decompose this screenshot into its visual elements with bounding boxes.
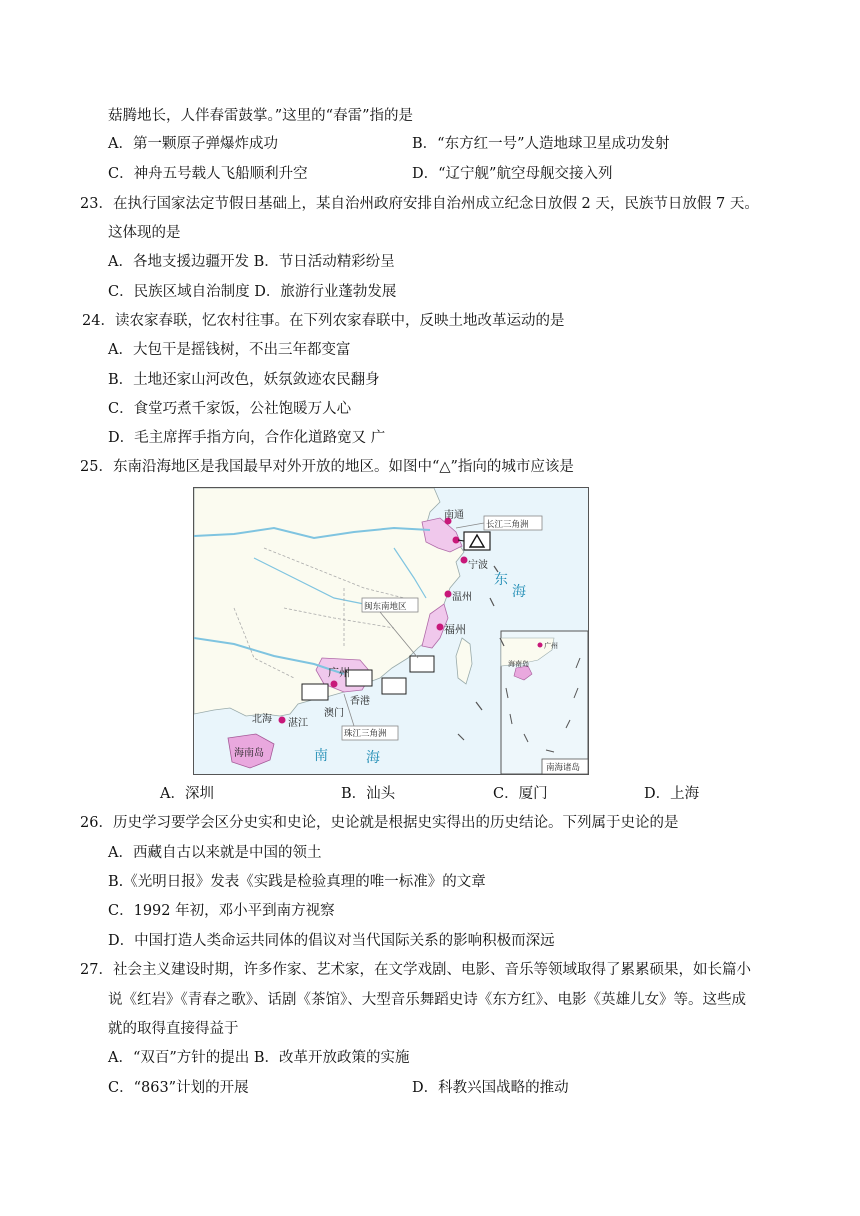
q22-option-d: D．“辽宁舰”航空母舰交接入列 (412, 166, 613, 182)
q24-option-c: C．食堂巧煮千家饭，公社饱暖万人心 (108, 401, 352, 417)
blank-box-2 (382, 678, 406, 694)
q22-option-c: C．神舟五号载人飞船顺利升空 (108, 166, 308, 182)
label-hai-south: 海 (366, 750, 380, 766)
q27-option-c: C．“863”计划的开展 (108, 1080, 249, 1096)
label-changjiang: 长江三角洲 (486, 520, 529, 530)
q23-options-cd: C．民族区域自治制度 D．旅游行业蓬勃发展 (108, 284, 397, 300)
label-nan: 南 (314, 748, 328, 764)
q22-option-b: B．“东方红一号”人造地球卫星成功发射 (412, 136, 670, 152)
q27-options-ab: A．“双百”方针的提出 B．改革开放政策的实施 (108, 1050, 410, 1066)
label-hai-east: 海 (512, 584, 526, 600)
taiwan-island (456, 638, 472, 684)
label-zhujiang: 珠江三角洲 (344, 729, 387, 739)
label-beihai: 北海 (252, 714, 272, 725)
label-fuzhou: 福州 (444, 623, 466, 636)
city-dot-zhanjiang (279, 717, 286, 724)
q23-stem-line1: 23．在执行国家法定节假日基础上，某自治州政府安排自治州成立纪念日放假 2 天，民族节日放假 7 天。 (80, 196, 759, 212)
city-dot-inset-guangzhou (538, 643, 543, 648)
label-inset-title: 南海诸岛 (546, 763, 581, 773)
q26-stem: 26．历史学习要学会区分史实和史论，史论就是根据史实得出的历史结论。下列属于史论的是 (80, 815, 679, 831)
q25-option-a: A．深圳 (160, 786, 214, 802)
q22-option-a: A．第一颗原子弹爆炸成功 (108, 136, 278, 152)
label-nantong: 南通 (444, 510, 464, 521)
q25-option-d: D．上海 (644, 786, 700, 802)
q24-option-b: B．土地还家山河改色，妖氛敛迹农民翻身 (108, 372, 380, 388)
blank-box-1 (410, 656, 434, 672)
label-mindongnan: 闽东南地区 (364, 602, 407, 612)
q26-option-a: A．西藏自古以来就是中国的领土 (108, 845, 322, 861)
label-aomen: 澳门 (324, 708, 344, 719)
changjiang-leader (456, 523, 484, 528)
q24-stem: 24．读农家春联，忆农村往事。在下列农家春联中，反映土地改革运动的是 (82, 313, 565, 329)
label-xianggang: 香港 (350, 696, 370, 707)
q26-option-c: C．1992 年初，邓小平到南方视察 (108, 903, 335, 919)
city-dot-guangzhou (331, 681, 338, 688)
label-zhanjiang: 湛江 (288, 718, 308, 729)
label-hainandao: 海南岛 (234, 748, 264, 759)
q23-options-ab: A．各地支援边疆开发 B．节日活动精彩纷呈 (108, 254, 395, 270)
label-ningbo: 宁波 (468, 560, 488, 571)
city-dot-ningbo (461, 557, 468, 564)
q25-option-c: C．厦门 (493, 786, 548, 802)
q27-stem-line1: 27．社会主义建设时期，许多作家、艺术家，在文学戏剧、电影、音乐等领域取得了累累硕果，如长篇小 (80, 962, 751, 978)
q27-option-d: D．科教兴国战略的推动 (412, 1080, 569, 1096)
label-guangzhou: 广州 (328, 666, 350, 679)
label-wenzhou: 温州 (452, 592, 472, 603)
q25-stem: 25．东南沿海地区是我国最早对外开放的地区。如图中“△”指向的城市应该是 (80, 459, 574, 475)
q27-stem-line2: 说《红岩》《青春之歌》、话剧《茶馆》、大型音乐舞蹈史诗《东方红》、电影《英雄儿女》等。这些成 (108, 992, 746, 1008)
q25-option-b: B．汕头 (341, 786, 396, 802)
q26-option-b: B.《光明日报》发表《实践是检验真理的唯一标准》的文章 (108, 874, 486, 890)
southeast-coast-map (193, 487, 589, 775)
label-inset-hainan: 海南岛 (508, 660, 529, 668)
q24-option-a: A．大包干是摇钱树，不出三年都变富 (108, 342, 351, 358)
label-inset-guangzhou: 广州 (544, 642, 558, 650)
q26-option-d: D．中国打造人类命运共同体的倡议对当代国际关系的影响积极而深远 (108, 933, 555, 949)
q22-stem-continuation: 菇腾地长，人伴春雷鼓掌。”这里的“春雷”指的是 (108, 108, 413, 124)
q23-stem-line2: 这体现的是 (108, 225, 181, 241)
blank-box-4 (302, 684, 328, 700)
city-dot-wenzhou (445, 591, 452, 598)
q27-stem-line3: 就的取得直接得益于 (108, 1021, 239, 1037)
q24-option-d: D．毛主席挥手指方向，合作化道路宽又 广 (108, 430, 386, 446)
label-dong: 东 (494, 572, 508, 588)
city-dot-fuzhou (437, 624, 444, 631)
